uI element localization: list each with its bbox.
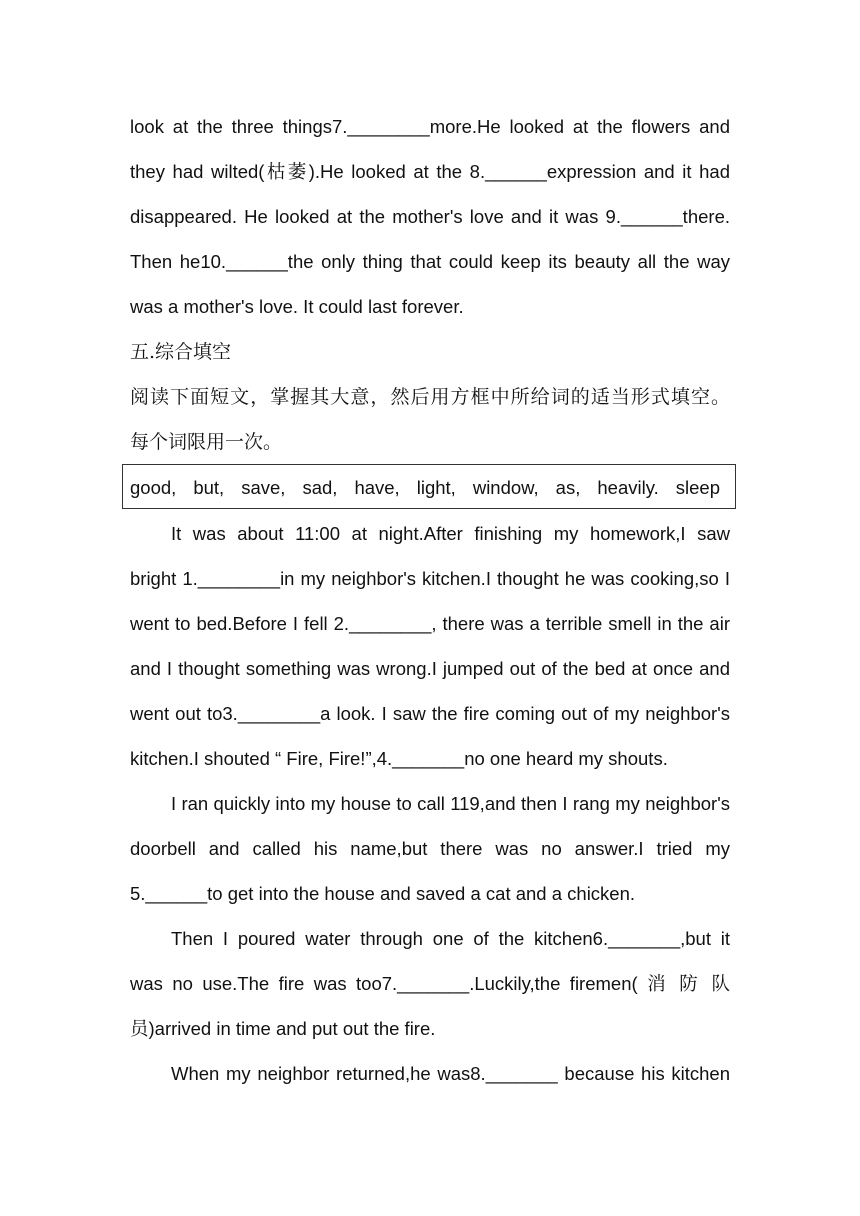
passage-b-line-1: It was about 11:00 at night.After finishing my homework,I saw [171,523,730,544]
passage-a-line-3: disappeared. He looked at the mother's love and it was 9.______there. [130,206,730,227]
passage-b-line-10: Then I poured water through one of the kitchen6._______,but it [171,928,730,949]
passage-b-line-7: I ran quickly into my house to call 119,and then I rang my neighbor's [171,793,730,814]
passage-b-line-6: kitchen.I shouted “ Fire, Fire!”,4._______no one heard my shouts. [130,748,668,769]
passage-a-line-4: Then he10.______the only thing that could keep its beauty all the way [130,251,730,272]
passage-a-line-1: look at the three things7.________more.He looked at the flowers and [130,116,730,137]
word-bank-box [122,464,736,509]
passage-b-line-11: was no use.The fire was too7._______.Luckily,the firemen( 消 防 队 [130,973,730,994]
section-heading: 五.综合填空 [130,341,232,363]
passage-b-line-5: went out to3.________a look. I saw the fire coming out of my neighbor's [130,703,730,724]
passage-a-line-2: they had wilted(枯萎).He looked at the 8.______expression and it had [130,161,730,182]
section-instruction-line-1: 阅读下面短文，掌握其大意，然后用方框中所给词的适当形式填空。 [130,386,730,408]
passage-b-line-4: and I thought something was wrong.I jumped out of the bed at once and [130,658,730,679]
passage-b-line-2: bright 1.________in my neighbor's kitchen.I thought he was cooking,so I [130,568,730,589]
word-bank-words: good, but, save, sad, have, light, window, as, heavily. sleep [130,477,720,498]
passage-b-line-9: 5.______to get into the house and saved a cat and a chicken. [130,883,636,904]
passage-b-line-13: When my neighbor returned,he was8._______ because his kitchen [171,1063,730,1084]
section-instruction-line-2: 每个词限用一次。 [130,431,283,453]
passage-b-line-12: 员)arrived in time and put out the fire. [130,1018,436,1039]
passage-a-line-5: was a mother's love. It could last forever. [130,296,464,317]
passage-b-line-8: doorbell and called his name,but there was no answer.I tried my [130,838,730,859]
passage-b-line-3: went to bed.Before I fell 2.________, there was a terrible smell in the air [130,613,730,634]
